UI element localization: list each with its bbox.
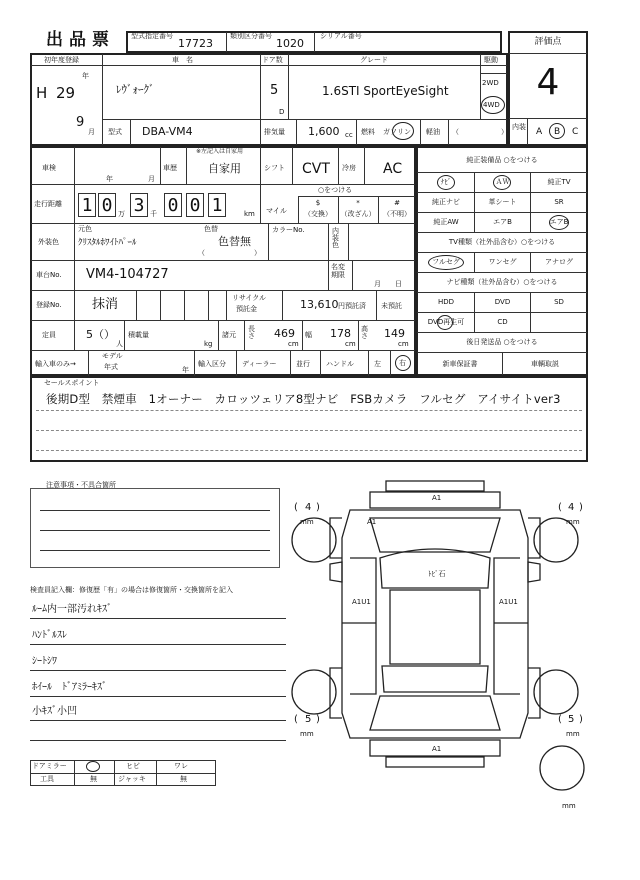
navi-cd: CD: [497, 318, 508, 326]
eq-airbag: エアB: [493, 218, 512, 226]
reg-no-value: 抹消: [92, 297, 119, 312]
length-label: 長さ: [248, 325, 255, 340]
doors-label: ドア数: [262, 56, 283, 64]
height-cm: cm: [398, 340, 409, 348]
category-no-label: 類別区分番号: [230, 32, 272, 40]
recycle-unit: 円預託済: [338, 302, 366, 310]
length-value: 469: [274, 327, 295, 340]
load-label: 積載量: [128, 331, 149, 339]
sales-text: 後期D型 禁煙車 1オーナー カロッツェリア8型ナビ FSBカメラ フルセグ アイサイトver3: [46, 392, 561, 406]
fuel-diesel: 軽油: [426, 128, 440, 136]
reg-era: H: [36, 84, 48, 102]
interior-a: A: [536, 127, 543, 137]
tire-rl-depth: 5: [305, 714, 312, 725]
drive-label: 駆動: [484, 56, 498, 64]
color-paren: （ ）: [198, 249, 261, 257]
drive-4wd: 4WD: [483, 101, 500, 109]
mileage-digit-2: 0: [98, 193, 116, 217]
inspection-label: 車検: [42, 164, 56, 172]
eq-genuine-navi: 純正ナビ: [432, 198, 460, 206]
width-label: 幅: [305, 331, 312, 339]
damage-left-door: A1U1: [352, 598, 371, 606]
grade-value: 1.6STI SportEyeSight: [322, 84, 449, 98]
tools-value: 無: [90, 775, 97, 783]
break-label: ワレ: [174, 762, 188, 770]
tire-fr-paren-close: ): [579, 502, 583, 513]
genuine-label: 純正装備品 ○をつける: [466, 156, 538, 164]
mileage-digit-5: 0: [186, 193, 204, 217]
type-value: DBA-VM4: [142, 125, 193, 138]
doc-manual: 車輌取説: [531, 360, 559, 368]
mileage-label: 走行距離: [34, 200, 62, 208]
note-line-2: ﾊﾝﾄﾞﾙｽﾚ: [32, 630, 67, 641]
import-label: 輸入車のみ→: [35, 360, 76, 368]
damage-front-bumper: A1: [432, 494, 442, 502]
mirror-check-circle: [86, 761, 100, 772]
tire-fr-mm: mm: [566, 518, 580, 526]
tire-spare-mm: mm: [562, 802, 576, 810]
reg-month-unit: 月: [88, 128, 95, 136]
doors-d: D: [279, 108, 285, 116]
mileage-sen: 千: [150, 210, 157, 218]
score-value: 4: [536, 62, 560, 103]
width-cm: cm: [345, 340, 356, 348]
name-change-date: 月 日: [374, 280, 402, 288]
tv-label: TV種類（社外品含む）○をつける: [448, 238, 556, 246]
mileage-digit-6: 1: [208, 193, 226, 217]
recycle-label-1: リサイクル: [232, 294, 267, 302]
ac-label: 冷房: [342, 164, 356, 172]
tv-fullseg: フルセグ: [432, 258, 460, 266]
fuel-paren: （ ）: [452, 128, 508, 136]
navi-label: ナビ種類（社外品含む）○をつける: [446, 278, 558, 286]
tire-rl-paren-open: (: [294, 714, 298, 725]
navi-sd: SD: [554, 298, 564, 306]
model-year-label-2: 年式: [104, 363, 118, 371]
mirror-label: ドアミラー: [32, 762, 67, 770]
ac-value: AC: [383, 161, 403, 177]
car-name-label: 車 名: [172, 56, 193, 64]
dims-label: 諸元: [222, 331, 236, 339]
jack-value: 無: [180, 775, 187, 783]
note-line-4: ﾎｲｰﾙ ﾄﾞｱﾐﾗｰｷｽﾞ: [32, 682, 107, 693]
crack-label: ヒビ: [126, 762, 140, 770]
damage-left-front: A1: [367, 518, 377, 526]
eq-leather: 革シート: [488, 198, 517, 206]
note-line-1: ﾙｰﾑ内一部汚れｷｽﾞ: [32, 604, 112, 615]
type-label: 型式: [108, 128, 122, 136]
tire-rr-mm: mm: [566, 730, 580, 738]
car-name: ﾚｳﾞｫｰｸﾞ: [116, 83, 155, 96]
model-no-label: 型式指定番号: [131, 32, 173, 40]
fuel-label: 燃料: [361, 128, 375, 136]
serial-label: シリアル番号: [320, 32, 362, 40]
odo-exchange: （交換）: [304, 210, 332, 218]
odo-tamper-top: *: [356, 199, 360, 207]
chassis-value: VM4-104727: [86, 267, 169, 282]
mileage-digit-3: 3: [130, 193, 148, 217]
doors-value: 5: [270, 83, 279, 98]
tv-analog: アナログ: [545, 258, 573, 266]
doc-warranty: 新車保証書: [442, 360, 478, 368]
page-title: 出品票: [46, 30, 115, 50]
width-value: 178: [330, 327, 351, 340]
name-change-label: 名変期限: [331, 263, 345, 279]
color-code-label: 色替: [204, 225, 218, 233]
tire-rl-mm: mm: [300, 730, 314, 738]
shift-value: CVT: [302, 161, 330, 177]
category-no: 1020: [276, 37, 304, 50]
displacement-label: 排気量: [264, 128, 285, 136]
tire-fl-depth: 4: [305, 502, 312, 513]
tire-rr-paren-open: (: [558, 714, 562, 725]
chassis-label: 車台No.: [36, 271, 62, 279]
handle-right: 右: [399, 359, 406, 367]
capacity-unit: 人: [116, 340, 123, 348]
recycle-not: 未預託: [381, 302, 402, 310]
usage-label: 車歴: [163, 164, 177, 172]
odometer-circle-note: ○をつける: [318, 186, 353, 194]
drive-2wd: 2WD: [482, 79, 499, 87]
reg-month: 9: [76, 115, 85, 130]
eq-sr: SR: [554, 198, 564, 206]
mile-label: マイル: [266, 207, 287, 215]
later-docs-label: 後日発送品 ○をつける: [466, 338, 538, 346]
jack-label: ジャッキ: [118, 775, 146, 783]
recycle-label-2: 預託金: [236, 305, 257, 313]
tire-fr-depth: 4: [568, 502, 575, 513]
sales-label: セールスポイント: [44, 379, 100, 387]
orig-color-label: 元色: [78, 225, 92, 233]
reg-no-label: 登録No.: [36, 301, 62, 309]
mileage-man: 万: [118, 210, 125, 218]
displacement-value: 1,600: [308, 125, 340, 138]
dealer: ディーラー: [242, 360, 277, 368]
eq-aw: ＡＷ: [495, 178, 510, 186]
tire-fr-paren-open: (: [558, 502, 562, 513]
eq-navi: ﾅﾋﾞ: [440, 178, 452, 186]
usage-value: 自家用: [208, 162, 241, 175]
navi-dvd: DVD: [494, 298, 511, 306]
handle-left: 左: [374, 360, 381, 368]
damage-windshield: ﾄﾋﾞ石: [428, 570, 446, 578]
model-year-label-1: モデル: [102, 352, 123, 360]
interior-label: 内装: [512, 123, 526, 131]
shift-label: シフト: [264, 164, 285, 172]
recycle-amount: 13,610: [300, 298, 339, 311]
tire-rr-depth: 5: [568, 714, 575, 725]
capacity-value: 5（）: [86, 328, 115, 341]
first-reg-label: 初年度登録: [44, 56, 79, 64]
length-cm: cm: [288, 340, 299, 348]
mileage-km: km: [244, 210, 255, 218]
grade-label: グレード: [360, 56, 388, 64]
tire-fl-mm: mm: [300, 518, 314, 526]
inspector-label: 検査員記入欄：修復歴「有」の場合は修復箇所・交換箇所を記入: [30, 586, 233, 594]
reg-year: 29: [56, 84, 76, 102]
capacity-label: 定員: [42, 331, 56, 339]
height-value: 149: [384, 327, 405, 340]
inspection-month-unit: 月: [148, 175, 155, 183]
odo-unknown: （不明）: [383, 210, 411, 218]
displacement-cc: cc: [345, 131, 353, 139]
load-kg: kg: [204, 340, 213, 348]
odo-unknown-top: #: [394, 199, 400, 207]
navi-dvdplay: DVD再生可: [427, 318, 465, 326]
usage-note: ※左記入は自家用: [196, 148, 244, 155]
odo-exchange-top: $: [315, 199, 321, 207]
model-year-unit: 年: [182, 366, 189, 374]
color-change: 色替無: [218, 235, 251, 248]
interior-c: C: [572, 127, 579, 137]
tire-rr-paren-close: ): [579, 714, 583, 725]
model-no: 17723: [178, 37, 213, 50]
tools-label: 工具: [40, 775, 54, 783]
note-line-3: ｼｰﾄｼﾜ: [32, 656, 57, 667]
fuel-gas: ガソリン: [383, 128, 411, 136]
notes-label: 注意事項・不具合箇所: [46, 481, 116, 489]
damage-rear-bumper: A1: [432, 745, 442, 753]
height-label: 高さ: [361, 325, 368, 340]
notes-box: [30, 488, 280, 568]
damage-right-door: A1U1: [499, 598, 518, 606]
eq-genuine-aw: 純正AW: [433, 218, 459, 226]
parallel: 並行: [296, 360, 310, 368]
import-class-label: 輸入区分: [198, 360, 226, 368]
inspection-year-unit: 年: [106, 175, 113, 183]
navi-hdd: HDD: [437, 298, 455, 306]
tire-rl-paren-close: ): [316, 714, 320, 725]
tire-fl-paren-open: (: [294, 502, 298, 513]
color-no-label: カラーNo.: [272, 226, 305, 234]
tv-oneseg: ワンセグ: [488, 258, 517, 266]
int-color-label: 内装色: [332, 227, 339, 249]
score-label: 評価点: [534, 37, 562, 47]
orig-color: ｸﾘｽﾀﾙﾎﾜｲﾄﾊﾟｰﾙ: [78, 238, 137, 248]
mileage-digit-1: 1: [78, 193, 96, 217]
interior-b: B: [554, 127, 561, 137]
odo-tamper: （改ざん）: [340, 210, 376, 218]
handle-label: ハンドル: [326, 360, 354, 368]
car-damage-diagram: [290, 478, 590, 808]
color-label: 外装色: [38, 238, 59, 246]
eq-tv: 純正TV: [547, 178, 571, 186]
reg-year-unit: 年: [82, 72, 89, 80]
note-line-5: 小ｷｽﾞ小凹: [32, 706, 77, 717]
eq-airbag2: エアB: [549, 218, 569, 226]
tire-fl-paren-close: ): [316, 502, 320, 513]
mileage-digit-4: 0: [164, 193, 182, 217]
